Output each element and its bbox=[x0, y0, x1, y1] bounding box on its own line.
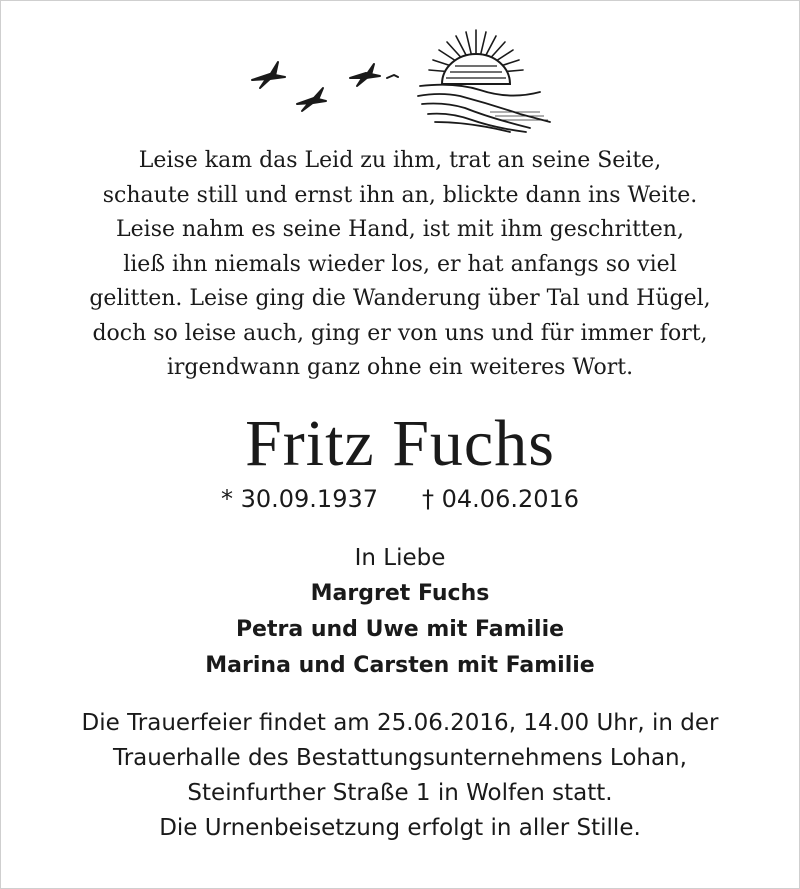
bird-2 bbox=[297, 88, 326, 111]
bird-4 bbox=[387, 75, 398, 78]
life-dates bbox=[0, 482, 800, 516]
poem-line: irgendwann ganz ohne ein weiteres Wort. bbox=[166, 355, 634, 380]
mourner-name: Margret Fuchs bbox=[310, 581, 490, 606]
notice-line: Die Trauerfeier findet am 25.06.2016, 14.00 Uhr, in der bbox=[81, 710, 719, 736]
birth-date: * 30.09.1937 bbox=[220, 485, 378, 513]
mourner-name: Petra und Uwe mit Familie bbox=[235, 617, 565, 642]
notice-line: Steinfurther Straße 1 in Wolfen statt. bbox=[187, 780, 613, 806]
mourners bbox=[0, 540, 800, 684]
poem-line: doch so leise auch, ging er von uns und für immer fort, bbox=[92, 320, 708, 346]
poem-line: schaute still und ernst ihn an, blickte dann ins Weite. bbox=[102, 182, 698, 208]
deceased-name: Fritz Fuchs bbox=[245, 407, 555, 480]
poem bbox=[20, 144, 780, 386]
hills bbox=[418, 85, 550, 132]
flying-birds bbox=[252, 62, 398, 111]
bird-1 bbox=[252, 62, 285, 88]
poem-line: gelitten. Leise ging die Wanderung über Tal und Hügel, bbox=[89, 286, 711, 311]
birds-and-sunrise-icon bbox=[240, 22, 570, 137]
bird-3 bbox=[350, 64, 380, 86]
notice-line: Die Urnenbeisetzung erfolgt in aller Stille. bbox=[159, 815, 641, 841]
mourners-intro: In Liebe bbox=[354, 545, 446, 571]
poem-line: ließ ihn niemals wieder los, er hat anfangs so viel bbox=[123, 251, 677, 277]
poem-line: Leise kam das Leid zu ihm, trat an seine Seite, bbox=[138, 148, 662, 173]
funeral-notice bbox=[0, 706, 800, 846]
death-date: † 04.06.2016 bbox=[422, 485, 580, 513]
poem-line: Leise nahm es seine Hand, ist mit ihm geschritten, bbox=[116, 217, 684, 242]
notice-line: Trauerhalle des Bestattungsunternehmens Lohan, bbox=[113, 745, 687, 771]
mourner-name: Marina und Carsten mit Familie bbox=[205, 653, 595, 678]
